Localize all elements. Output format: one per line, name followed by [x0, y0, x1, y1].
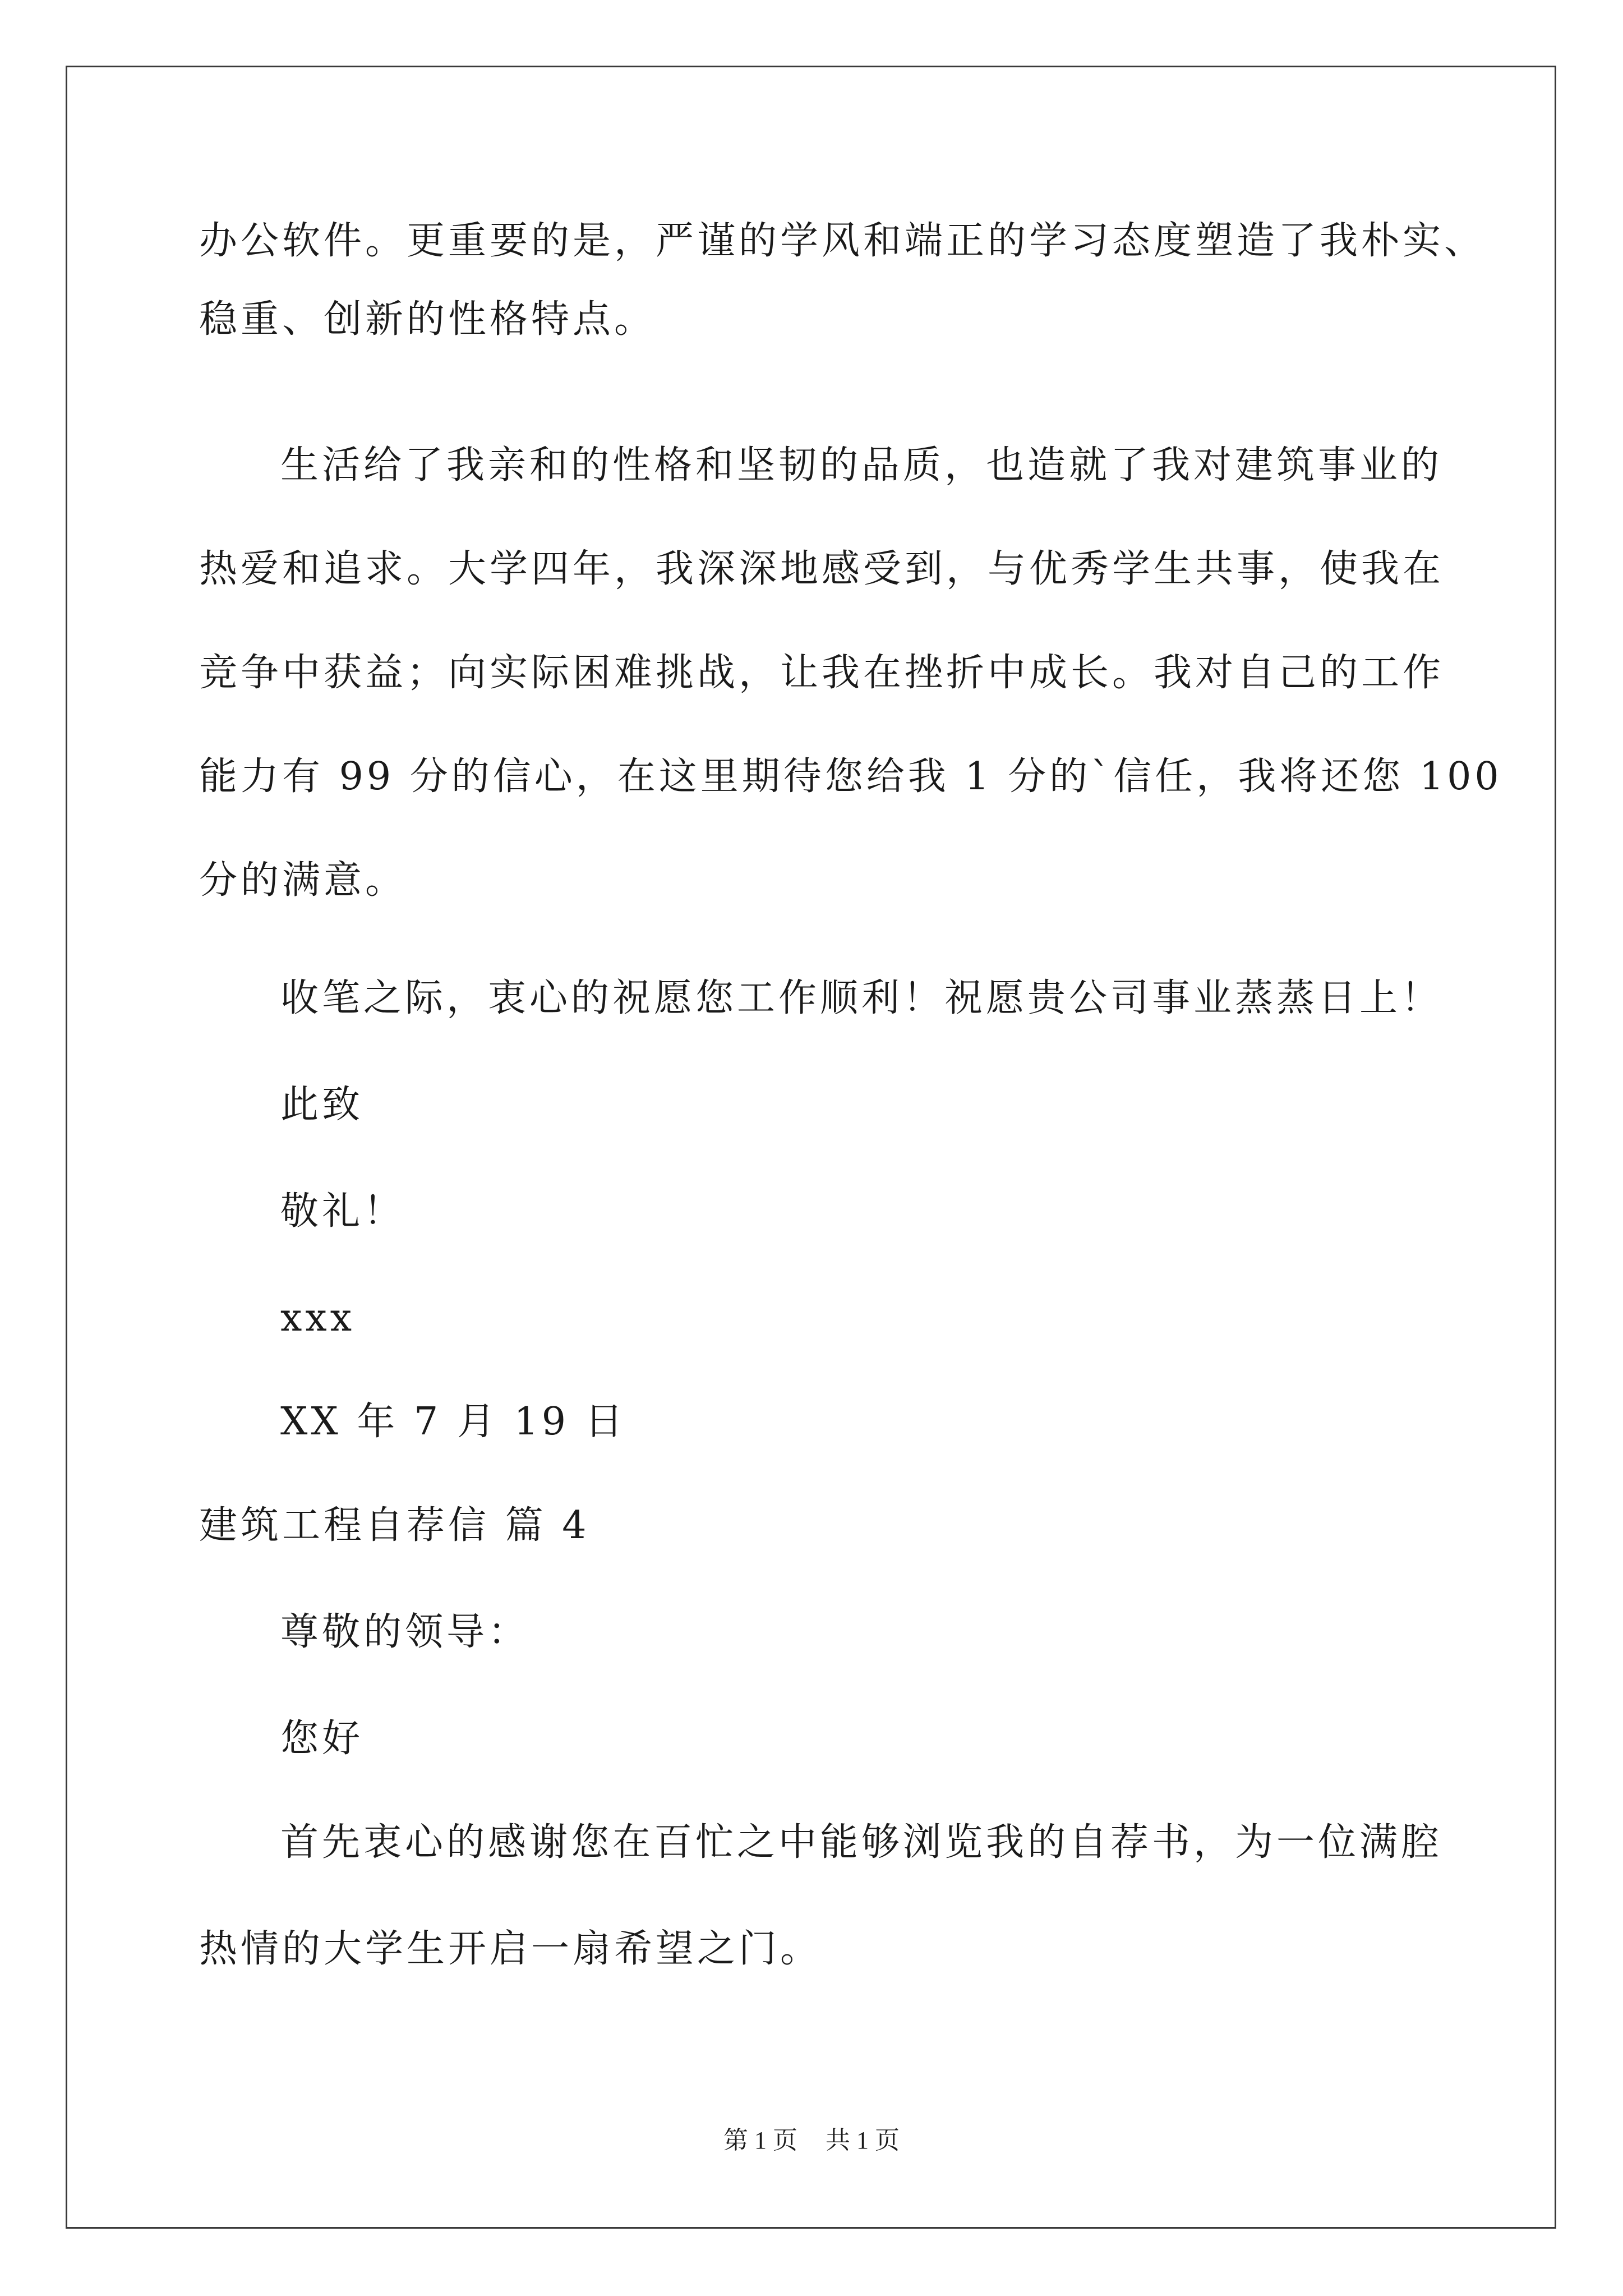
signature-date: XX 年 7 月 19 日	[280, 1400, 626, 1444]
section-heading: 建筑工程自荐信 篇 4	[199, 1503, 590, 1548]
paragraph-line: 热爱和追求。大学四年，我深深地感受到，与优秀学生共事，使我在	[199, 547, 1445, 591]
salutation-line: 此致	[280, 1083, 364, 1127]
page-footer	[0, 2125, 1623, 2156]
paragraph-line: 首先衷心的感谢您在百忙之中能够浏览我的自荐书，为一位满腔	[280, 1820, 1443, 1865]
greeting-line: 您好	[280, 1717, 364, 1761]
paragraph-line: 竞争中获益；向实际困难挑战，让我在挫折中成长。我对自己的工作	[199, 651, 1445, 695]
paragraph-line: 热情的大学生开启一扇希望之门。	[199, 1927, 822, 1971]
paragraph-line: 稳重、创新的性格特点。	[199, 297, 656, 342]
page-border	[66, 66, 1556, 2229]
page-number: 第 1 页	[723, 2127, 797, 2154]
salutation-line: 敬礼！	[280, 1189, 405, 1234]
greeting-line: 尊敬的领导：	[280, 1610, 530, 1654]
paragraph-line: 分的满意。	[199, 858, 407, 903]
paragraph-line: 办公软件。更重要的是，严谨的学风和端正的学习态度塑造了我朴实、	[199, 219, 1486, 263]
page-count: 共 1 页	[826, 2127, 900, 2154]
signature-name: xxx	[280, 1296, 356, 1340]
paragraph-line: 能力有 99 分的信心，在这里期待您给我 1 分的`信任，我将还您 100	[199, 754, 1502, 799]
paragraph-line: 生活给了我亲和的性格和坚韧的品质，也造就了我对建筑事业的	[280, 443, 1443, 487]
closing-line: 收笔之际，衷心的祝愿您工作顺利！祝愿贵公司事业蒸蒸日上！	[280, 976, 1443, 1020]
